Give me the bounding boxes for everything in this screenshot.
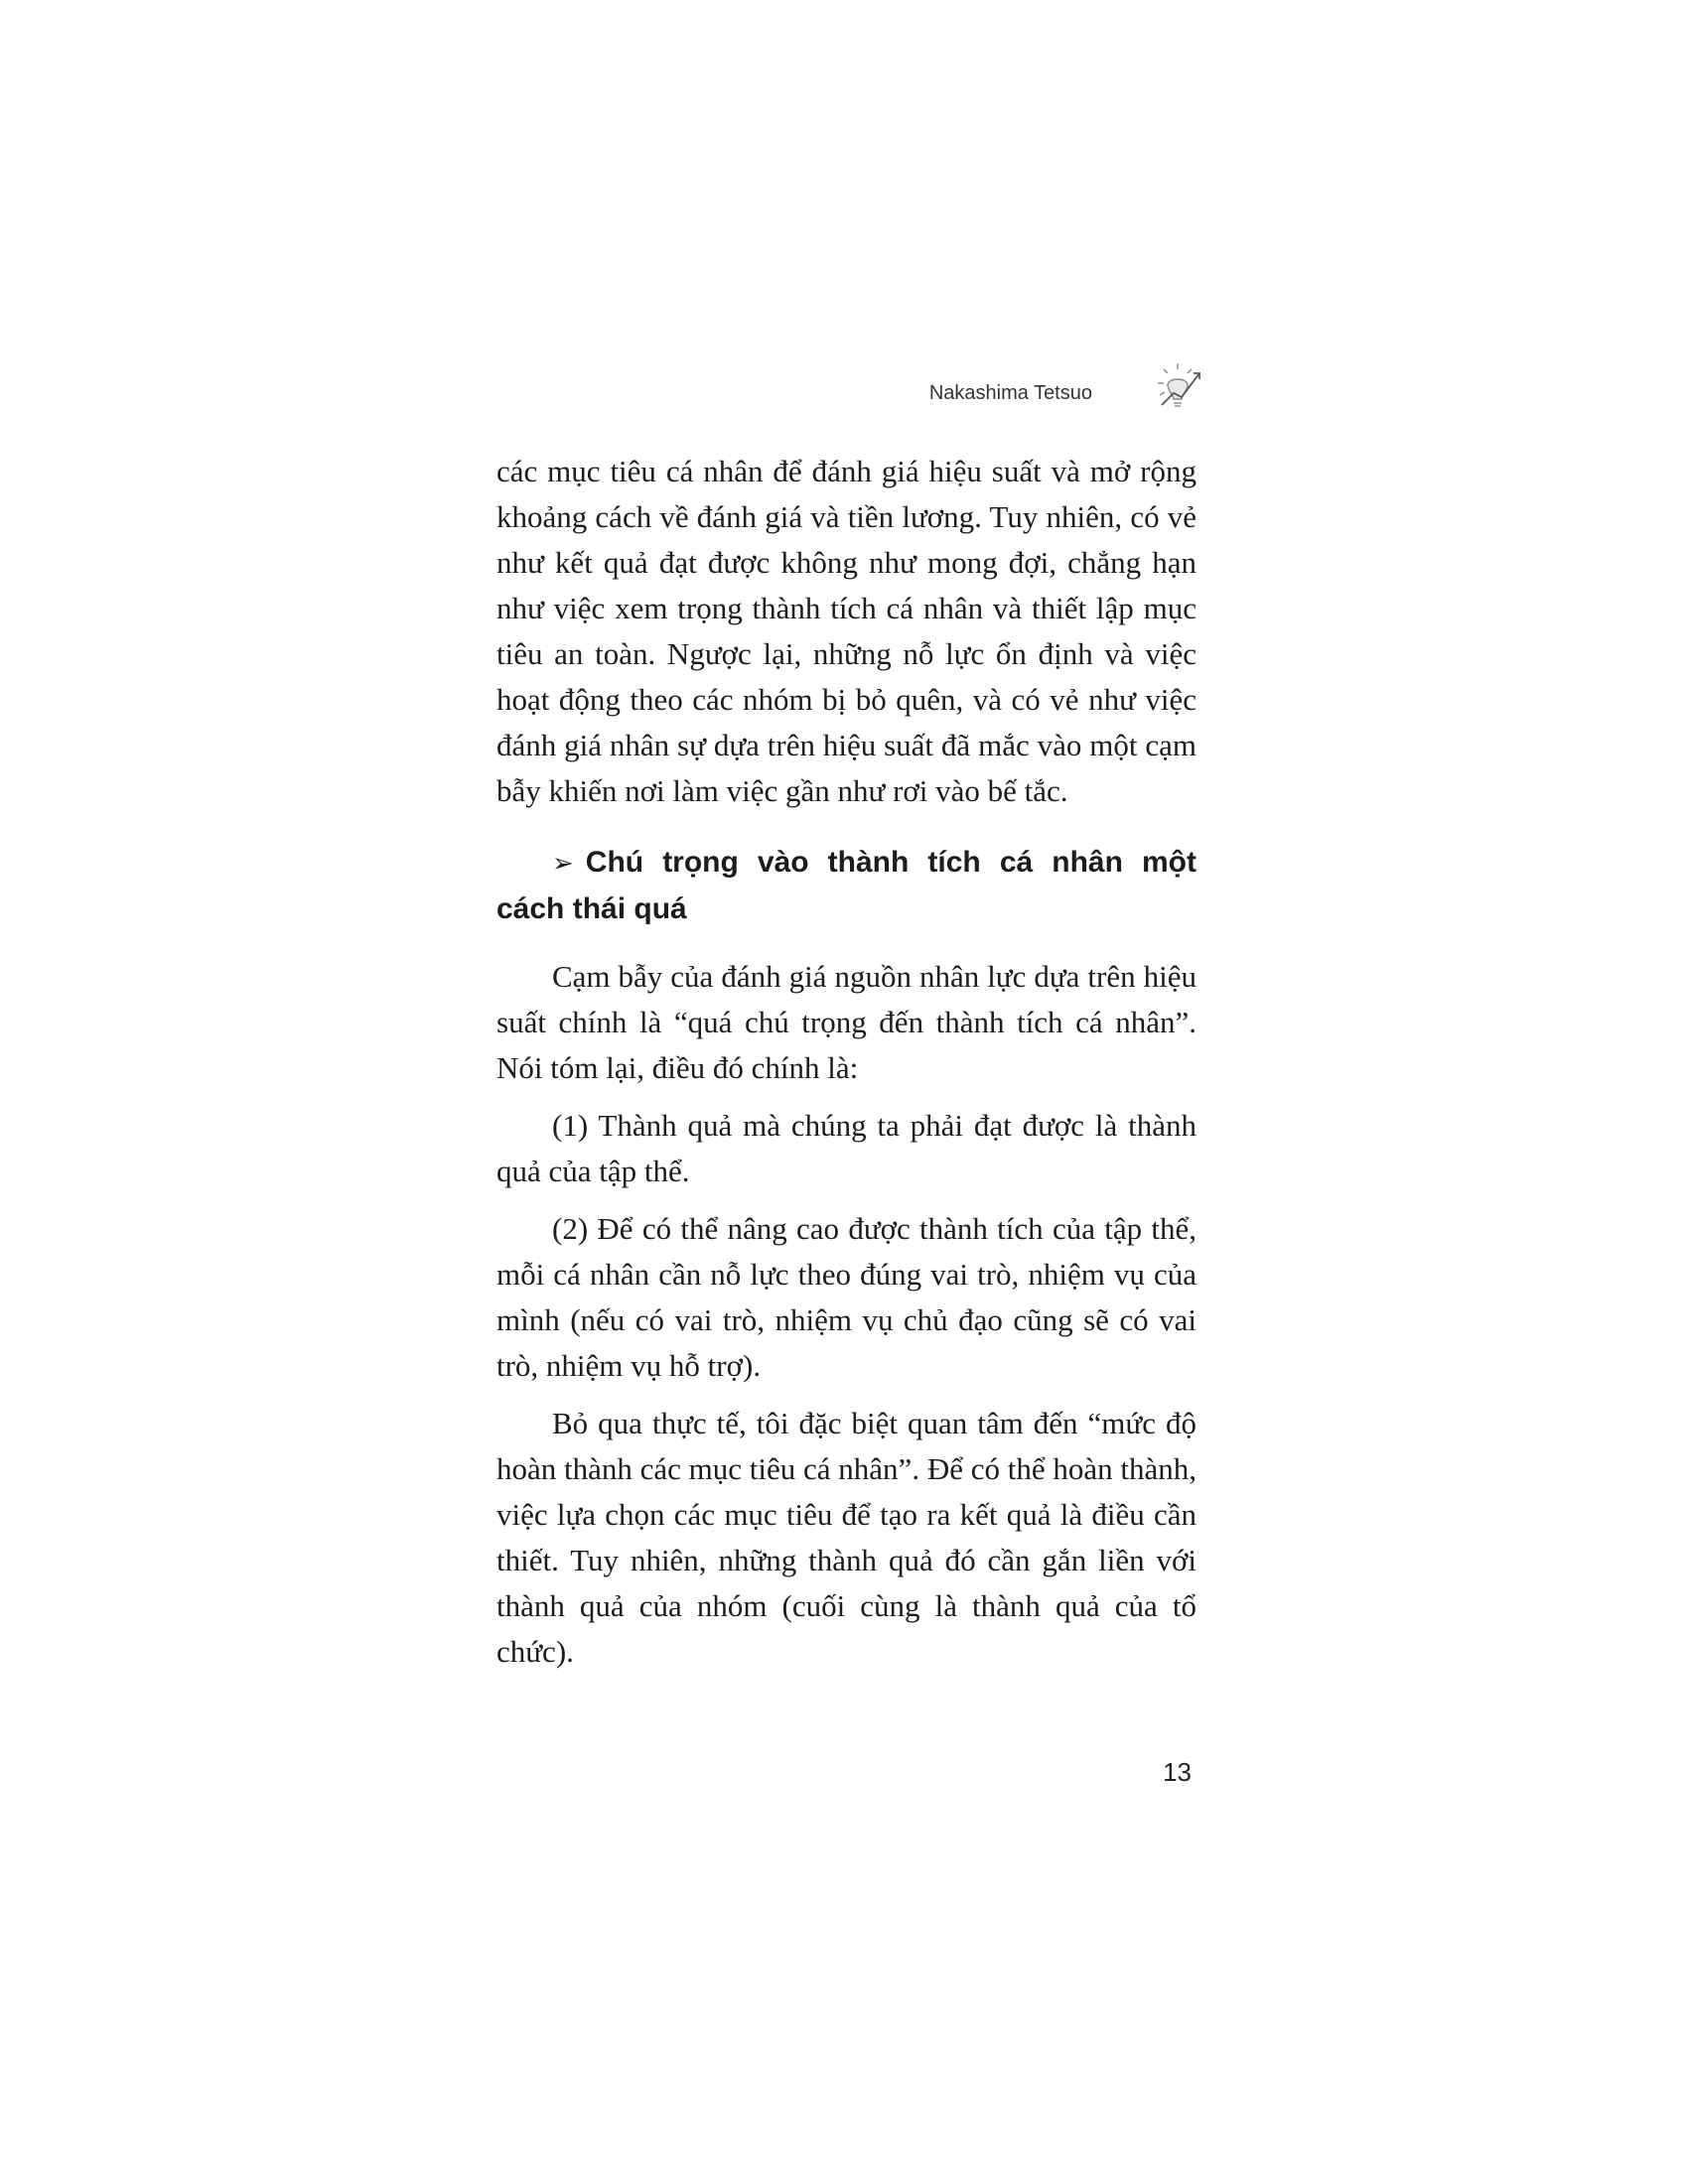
section-heading bbox=[496, 840, 1196, 932]
paragraph-point-2: (2) Để có thể nâng cao được thành tích của tập thể, mỗi cá nhân cần nỗ lực theo đúng vai trò, nhiệm vụ của mình (nếu có vai trò, nhiệm vụ chủ đạo cũng sẽ có vai trò, nhiệm vụ hỗ trợ). bbox=[496, 1211, 1196, 1383]
body-text bbox=[496, 449, 1196, 1687]
arrow-bullet-icon: ➢ bbox=[552, 849, 574, 879]
paragraph-conclusion: Bỏ qua thực tế, tôi đặc biệt quan tâm đến “mức độ hoàn thành các mục tiêu cá nhân”. Để có thể hoàn thành, việc lựa chọn các mục tiêu để tạo ra kết quả là điều cần thiết. Tuy nhiên, những thành quả đó cần gắn liền với thành quả của nhóm (cuối cùng là thành quả của tổ chức). bbox=[496, 1406, 1196, 1669]
running-head-author: Nakashima Tetsuo bbox=[928, 382, 1092, 404]
section-heading-text: Chú trọng vào thành tích cá nhân một cách thái quá bbox=[496, 846, 1196, 925]
paragraph-continuation: các mục tiêu cá nhân để đánh giá hiệu suất và mở rộng khoảng cách về đánh giá và tiền lương. Tuy nhiên, có vẻ như kết quả đạt được không như mong đợi, chẳng hạn như việc xem trọng thành tích cá nhân và thiết lập mục tiêu an toàn. Ngược lại, những nỗ lực ổn định và việc hoạt động theo các nhóm bị bỏ quên, và có vẻ như việc đánh giá nhân sự dựa trên hiệu suất đã mắc vào một cạm bẫy khiến nơi làm việc gần như rơi vào bế tắc. bbox=[496, 454, 1196, 808]
page-number: 13 bbox=[1163, 1757, 1192, 1787]
lightbulb-chart-icon bbox=[1154, 359, 1209, 415]
paragraph-point-1: (1) Thành quả mà chúng ta phải đạt được là thành quả của tập thể. bbox=[496, 1108, 1196, 1188]
paragraph-intro: Cạm bẫy của đánh giá nguồn nhân lực dựa trên hiệu suất chính là “quá chú trọng đến thành tích cá nhân”. Nói tóm lại, điều đó chính là: bbox=[496, 959, 1196, 1085]
